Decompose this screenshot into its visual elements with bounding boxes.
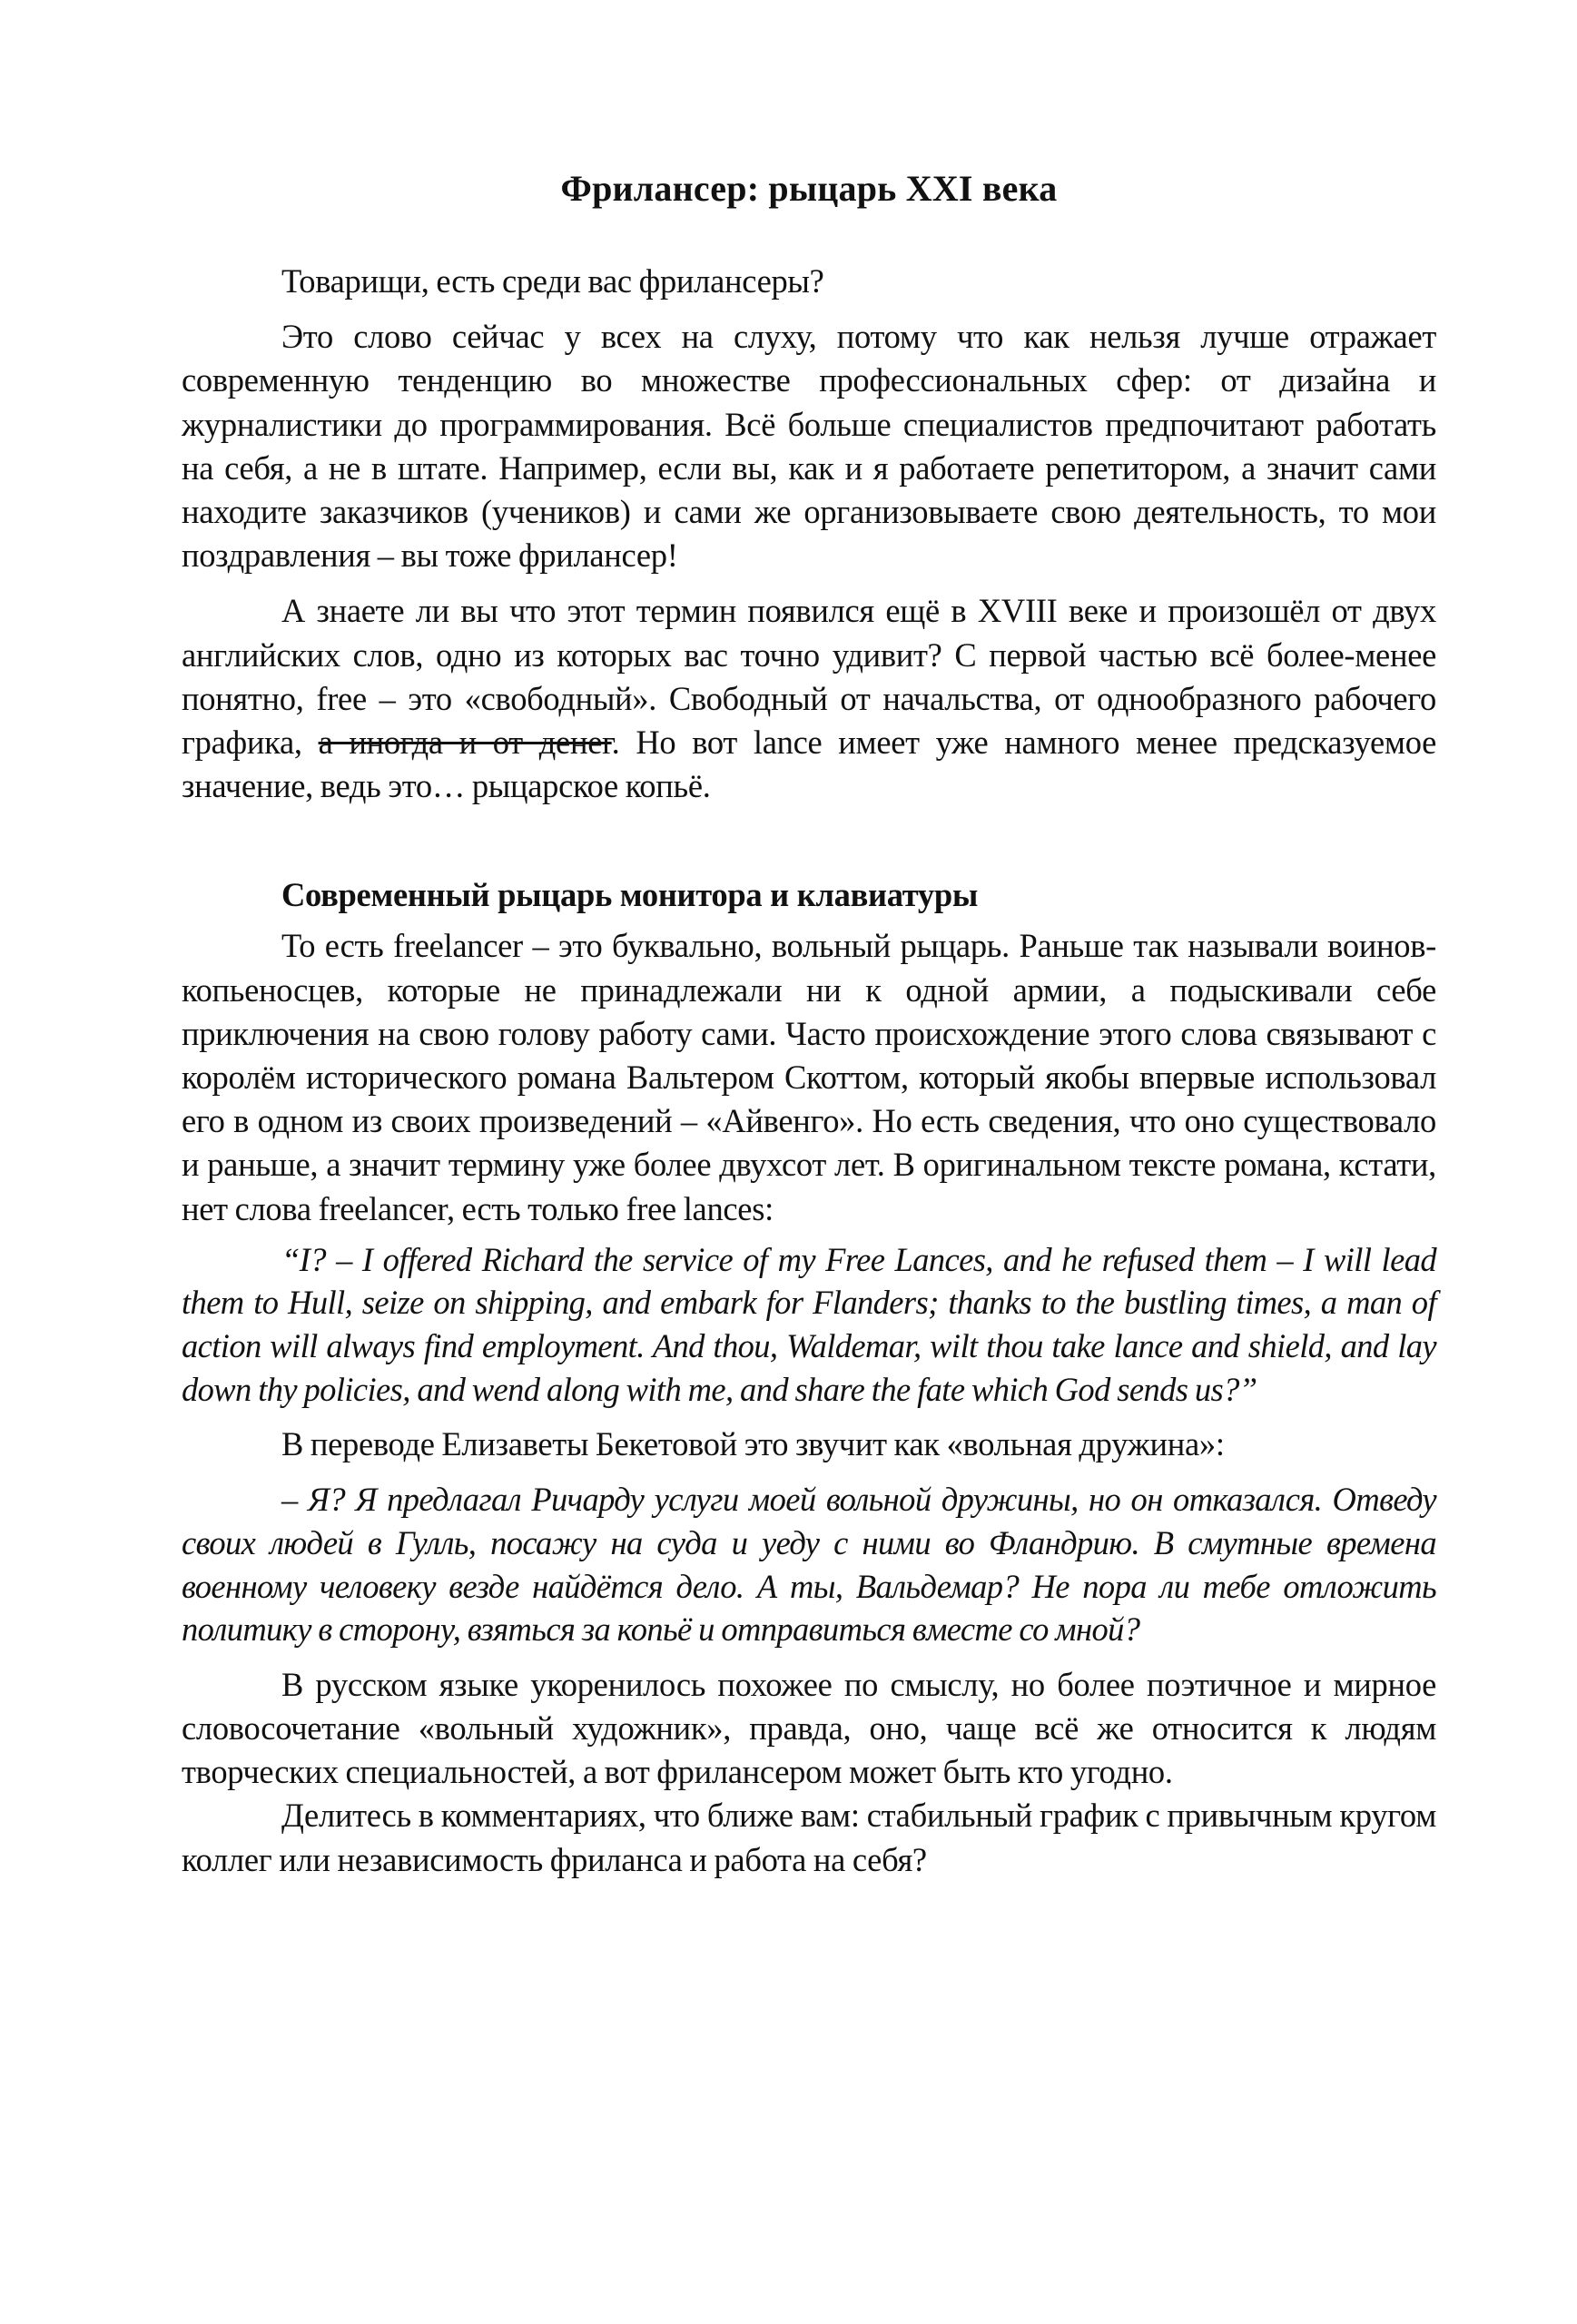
paragraph-etymology-text-before: А знаете ли вы что этот термин появился ещё в XVIII веке и произошёл от двух английских слов, одно из которых вас точно удивит? С первой частью всё более-менее понятно, free – это «свободный». Свободный от начальства, от однообразного рабочего графика, bbox=[182, 592, 1436, 762]
document-page bbox=[182, 163, 1436, 1894]
paragraph-etymology-text-after: . Но вот lance имеет уже намного менее предсказуемое значение, ведь это… рыцарское копьё. bbox=[182, 724, 1436, 805]
paragraph-etymology bbox=[182, 589, 1436, 808]
paragraph-translation-intro: В переводе Елизаветы Бекетовой это звучит как «вольная дружина»: bbox=[281, 1425, 1225, 1463]
document-title: Фрилансер: рыцарь XXI века bbox=[560, 168, 1058, 209]
strikethrough-text: а иногда и от денег bbox=[318, 724, 612, 762]
paragraph-intro: Это слово сейчас у всех на слуху, потому что как нельзя лучше отражает современную тенденцию во множестве профессиональных сфер: от дизайна и журналистики до программирования. Всё больше специалистов предпочитают работать на себя, а не в штате. Например, если вы, как и я работаете репетитором, а значит сами находите заказчиков (учеников) и сами же организовываете свою деятельность, то мои поздравления – вы тоже фрилансер! bbox=[182, 318, 1436, 575]
paragraph-call-to-action: Делитесь в комментариях, что ближе вам: стабильный график с привычным кругом коллег или независимость фриланса и работа на себя? bbox=[182, 1797, 1436, 1878]
quote-russian: – Я? Я предлагал Ричарду услуги моей вольной дружины, но он отказался. Отведу своих людей в Гулль, посажу на суда и уеду с ними во Фландрию. В смутные времена военному человеку везде найдётся дело. А ты, Вальдемар? Не пора ли тебе отложить политику в сторону, взяться за копьё и отправиться вместе со мной? bbox=[182, 1481, 1436, 1649]
paragraph-greeting: Товарищи, есть среди вас фрилансеры? bbox=[281, 262, 824, 300]
section-heading: Современный рыцарь монитора и клавиатуры bbox=[281, 876, 979, 914]
quote-english: “I? – I offered Richard the service of my Free Lances, and he refused them – I will lead them to Hull, seize on shipping, and embark for Flanders; thanks to the bustling times, a man of action will always find employment. And thou, Waldemar, wilt thou take lance and shield, and lay down thy policies, and wend along with me, and share the fate which God sends us?” bbox=[182, 1240, 1436, 1408]
paragraph-russian-equivalent: В русском языке укоренилось похожее по смыслу, но более поэтичное и мирное словосочетание «вольный художник», правда, оно, чаще всё же относится к людям творческих специальностей, а вот фрилансером может быть кто угодно. bbox=[182, 1665, 1436, 1791]
paragraph-freelancer-meaning: То есть freelancer – это буквально, вольный рыцарь. Раньше так называли воинов-копьеносцев, которые не принадлежали ни к одной армии, а подыскивали себе приключения на свою голову работу сами. Часто происхождение этого слова связывают с королём исторического романа Вальтером Скоттом, который якобы впервые использовал его в одном из своих произведений – «Айвенго». Но есть сведения, что оно существовало и раньше, а значит термину уже более двухсот лет. В оригинальном тексте романа, кстати, нет слова freelancer, есть только free lances: bbox=[182, 927, 1436, 1227]
